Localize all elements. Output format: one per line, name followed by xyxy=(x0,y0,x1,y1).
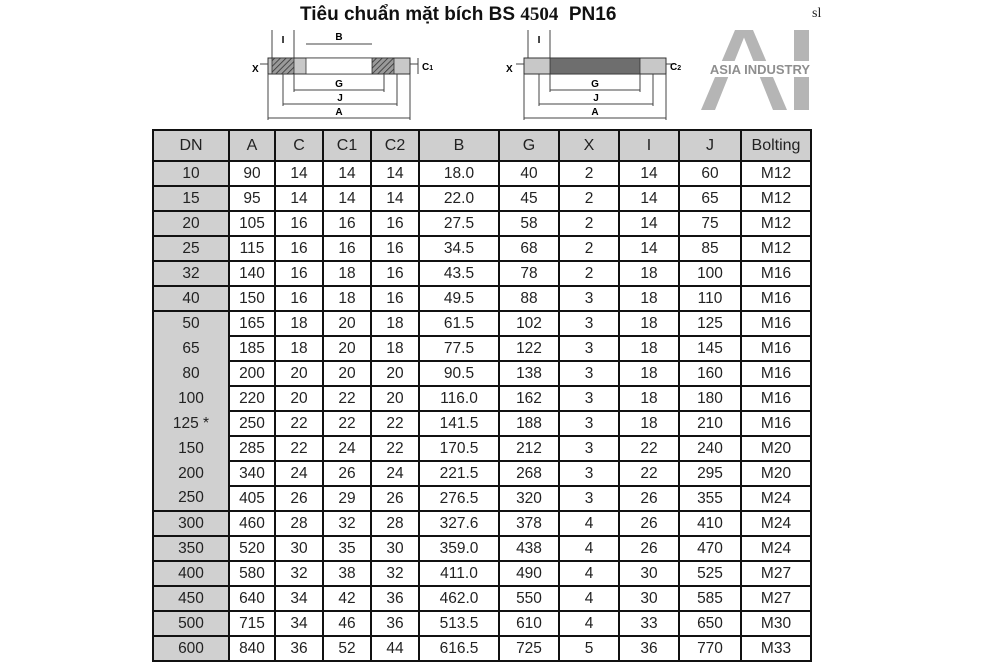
header-a: A xyxy=(229,130,275,161)
cell-j: 60 xyxy=(679,161,741,186)
header-c: C xyxy=(275,130,323,161)
cell-g: 138 xyxy=(499,361,559,386)
cell-bolting: M16 xyxy=(741,311,811,336)
cell-a: 340 xyxy=(229,461,275,486)
cell-g: 58 xyxy=(499,211,559,236)
cell-x: 3 xyxy=(559,411,619,436)
bore xyxy=(306,58,372,74)
cell-bolting: M16 xyxy=(741,386,811,411)
cell-g: 490 xyxy=(499,561,559,586)
dim-label-a: A xyxy=(591,107,599,118)
cell-x: 3 xyxy=(559,486,619,511)
cell-c: 16 xyxy=(275,261,323,286)
cell-c2: 24 xyxy=(371,461,419,486)
cell-i: 18 xyxy=(619,361,679,386)
cell-j: 125 xyxy=(679,311,741,336)
cell-dn: 100 xyxy=(153,386,229,411)
cell-bolting: M12 xyxy=(741,211,811,236)
cell-c: 14 xyxy=(275,186,323,211)
cell-dn: 250 xyxy=(153,486,229,511)
cell-c: 14 xyxy=(275,161,323,186)
cell-dn: 65 xyxy=(153,336,229,361)
cell-x: 2 xyxy=(559,186,619,211)
cell-c: 28 xyxy=(275,511,323,536)
cell-j: 470 xyxy=(679,536,741,561)
cell-j: 85 xyxy=(679,236,741,261)
cell-x: 3 xyxy=(559,386,619,411)
cell-c2: 22 xyxy=(371,411,419,436)
cell-bolting: M16 xyxy=(741,261,811,286)
dim-label-i: I xyxy=(537,35,541,46)
dim-label-c1: C1 xyxy=(422,62,434,73)
cell-c2: 36 xyxy=(371,586,419,611)
table-row xyxy=(153,611,811,636)
cell-x: 2 xyxy=(559,211,619,236)
cell-i: 33 xyxy=(619,611,679,636)
cell-dn: 600 xyxy=(153,636,229,661)
cell-x: 3 xyxy=(559,336,619,361)
cell-b: 616.5 xyxy=(419,636,499,661)
cell-a: 150 xyxy=(229,286,275,311)
table-row xyxy=(153,586,811,611)
table-row xyxy=(153,411,811,436)
cell-a: 405 xyxy=(229,486,275,511)
cell-c1: 14 xyxy=(323,161,371,186)
cell-j: 295 xyxy=(679,461,741,486)
cell-dn: 400 xyxy=(153,561,229,586)
cell-i: 30 xyxy=(619,561,679,586)
dim-label-a: A xyxy=(335,107,343,118)
cell-bolting: M16 xyxy=(741,361,811,386)
header-dn: DN xyxy=(153,130,229,161)
cell-c: 20 xyxy=(275,361,323,386)
cell-bolting: M24 xyxy=(741,486,811,511)
table-row xyxy=(153,286,811,311)
cell-b: 27.5 xyxy=(419,211,499,236)
cell-g: 212 xyxy=(499,436,559,461)
cell-j: 355 xyxy=(679,486,741,511)
cell-j: 525 xyxy=(679,561,741,586)
cell-bolting: M27 xyxy=(741,561,811,586)
cell-g: 610 xyxy=(499,611,559,636)
cell-g: 78 xyxy=(499,261,559,286)
header-bolting: Bolting xyxy=(741,130,811,161)
cell-c2: 28 xyxy=(371,511,419,536)
cell-a: 140 xyxy=(229,261,275,286)
cell-i: 14 xyxy=(619,211,679,236)
cell-a: 185 xyxy=(229,336,275,361)
cell-c2: 16 xyxy=(371,286,419,311)
corner-mark: sl xyxy=(812,6,822,21)
cell-bolting: M30 xyxy=(741,611,811,636)
cell-j: 100 xyxy=(679,261,741,286)
header-b: B xyxy=(419,130,499,161)
cell-j: 110 xyxy=(679,286,741,311)
cell-dn: 25 xyxy=(153,236,229,261)
cell-c2: 44 xyxy=(371,636,419,661)
cell-c: 20 xyxy=(275,386,323,411)
cell-c: 16 xyxy=(275,211,323,236)
cell-i: 18 xyxy=(619,311,679,336)
cell-b: 221.5 xyxy=(419,461,499,486)
cell-g: 162 xyxy=(499,386,559,411)
table-row xyxy=(153,211,811,236)
table-header-row xyxy=(153,130,811,161)
cell-bolting: M33 xyxy=(741,636,811,661)
cell-a: 220 xyxy=(229,386,275,411)
page-title xyxy=(300,4,616,26)
cell-c: 18 xyxy=(275,311,323,336)
cell-g: 102 xyxy=(499,311,559,336)
cell-j: 180 xyxy=(679,386,741,411)
cell-b: 411.0 xyxy=(419,561,499,586)
cell-c2: 16 xyxy=(371,261,419,286)
cell-c1: 22 xyxy=(323,411,371,436)
cell-j: 770 xyxy=(679,636,741,661)
cell-i: 14 xyxy=(619,236,679,261)
cell-i: 14 xyxy=(619,186,679,211)
cell-g: 88 xyxy=(499,286,559,311)
asia-industry-logo xyxy=(695,28,825,112)
cell-c: 34 xyxy=(275,586,323,611)
cell-x: 2 xyxy=(559,161,619,186)
cell-b: 276.5 xyxy=(419,486,499,511)
cell-i: 26 xyxy=(619,511,679,536)
cell-c1: 20 xyxy=(323,311,371,336)
cell-j: 585 xyxy=(679,586,741,611)
dim-label-g: G xyxy=(335,79,343,90)
header-j: J xyxy=(679,130,741,161)
cell-b: 359.0 xyxy=(419,536,499,561)
cell-x: 3 xyxy=(559,436,619,461)
dim-label-i: I xyxy=(281,35,285,46)
header-c1: C1 xyxy=(323,130,371,161)
table-row xyxy=(153,311,811,336)
cell-i: 22 xyxy=(619,436,679,461)
cell-b: 462.0 xyxy=(419,586,499,611)
cell-a: 285 xyxy=(229,436,275,461)
cell-c1: 14 xyxy=(323,186,371,211)
cell-a: 520 xyxy=(229,536,275,561)
cell-c: 16 xyxy=(275,286,323,311)
table-row xyxy=(153,236,811,261)
cell-c1: 26 xyxy=(323,461,371,486)
cell-a: 95 xyxy=(229,186,275,211)
cell-b: 116.0 xyxy=(419,386,499,411)
cell-c2: 20 xyxy=(371,386,419,411)
solid-face xyxy=(550,58,640,74)
cell-bolting: M20 xyxy=(741,436,811,461)
cell-b: 513.5 xyxy=(419,611,499,636)
cell-c2: 14 xyxy=(371,186,419,211)
cell-c: 22 xyxy=(275,411,323,436)
cell-g: 268 xyxy=(499,461,559,486)
header-i: I xyxy=(619,130,679,161)
cell-g: 188 xyxy=(499,411,559,436)
cell-a: 715 xyxy=(229,611,275,636)
cell-i: 18 xyxy=(619,261,679,286)
cell-a: 165 xyxy=(229,311,275,336)
title-gap xyxy=(558,4,569,25)
cell-bolting: M24 xyxy=(741,511,811,536)
cell-i: 14 xyxy=(619,161,679,186)
cell-c2: 30 xyxy=(371,536,419,561)
raised-face-flange-diagram xyxy=(246,24,446,126)
cell-x: 5 xyxy=(559,636,619,661)
title-suffix: PN16 xyxy=(568,4,617,25)
cell-c1: 29 xyxy=(323,486,371,511)
cell-x: 4 xyxy=(559,586,619,611)
cell-bolting: M20 xyxy=(741,461,811,486)
cell-c1: 18 xyxy=(323,261,371,286)
cell-j: 65 xyxy=(679,186,741,211)
cell-b: 43.5 xyxy=(419,261,499,286)
cell-dn: 10 xyxy=(153,161,229,186)
cell-c1: 35 xyxy=(323,536,371,561)
cell-dn: 40 xyxy=(153,286,229,311)
dim-label-b: B xyxy=(335,32,343,43)
cell-c: 24 xyxy=(275,461,323,486)
cell-bolting: M27 xyxy=(741,586,811,611)
cell-c: 32 xyxy=(275,561,323,586)
cell-dn: 125 * xyxy=(153,411,229,436)
cell-j: 145 xyxy=(679,336,741,361)
cell-g: 40 xyxy=(499,161,559,186)
table-row xyxy=(153,461,811,486)
cell-c: 22 xyxy=(275,436,323,461)
dim-label-c1-sub: 1 xyxy=(429,65,434,72)
cell-dn: 32 xyxy=(153,261,229,286)
cell-bolting: M16 xyxy=(741,411,811,436)
header-x: X xyxy=(559,130,619,161)
cell-c: 36 xyxy=(275,636,323,661)
cell-c: 18 xyxy=(275,336,323,361)
cell-c2: 18 xyxy=(371,311,419,336)
cell-b: 49.5 xyxy=(419,286,499,311)
cell-i: 18 xyxy=(619,336,679,361)
cell-c1: 16 xyxy=(323,236,371,261)
cell-dn: 200 xyxy=(153,461,229,486)
cell-c2: 20 xyxy=(371,361,419,386)
cell-j: 160 xyxy=(679,361,741,386)
cell-g: 122 xyxy=(499,336,559,361)
cell-dn: 20 xyxy=(153,211,229,236)
cell-g: 550 xyxy=(499,586,559,611)
cell-g: 725 xyxy=(499,636,559,661)
cell-i: 18 xyxy=(619,386,679,411)
cell-a: 460 xyxy=(229,511,275,536)
cell-c1: 52 xyxy=(323,636,371,661)
cell-x: 3 xyxy=(559,311,619,336)
hatch-right xyxy=(372,58,394,74)
table-row xyxy=(153,361,811,386)
table-row xyxy=(153,561,811,586)
cell-c: 26 xyxy=(275,486,323,511)
cell-b: 327.6 xyxy=(419,511,499,536)
cell-bolting: M16 xyxy=(741,286,811,311)
title-prefix: Tiêu chuẩn mặt bích BS xyxy=(300,4,521,25)
cell-a: 200 xyxy=(229,361,275,386)
cell-g: 320 xyxy=(499,486,559,511)
cell-b: 170.5 xyxy=(419,436,499,461)
blind-flange-diagram xyxy=(500,24,695,126)
cell-i: 26 xyxy=(619,486,679,511)
cell-x: 4 xyxy=(559,561,619,586)
table-row xyxy=(153,511,811,536)
cell-bolting: M24 xyxy=(741,536,811,561)
cell-c1: 42 xyxy=(323,586,371,611)
cell-b: 34.5 xyxy=(419,236,499,261)
cell-x: 4 xyxy=(559,536,619,561)
cell-b: 61.5 xyxy=(419,311,499,336)
cell-a: 105 xyxy=(229,211,275,236)
cell-c2: 16 xyxy=(371,236,419,261)
cell-b: 141.5 xyxy=(419,411,499,436)
table-row xyxy=(153,186,811,211)
cell-c2: 18 xyxy=(371,336,419,361)
cell-j: 75 xyxy=(679,211,741,236)
cell-i: 26 xyxy=(619,536,679,561)
table-row xyxy=(153,486,811,511)
cell-g: 45 xyxy=(499,186,559,211)
hatch-left xyxy=(272,58,294,74)
cell-x: 2 xyxy=(559,261,619,286)
cell-b: 22.0 xyxy=(419,186,499,211)
cell-dn: 15 xyxy=(153,186,229,211)
cell-c2: 26 xyxy=(371,486,419,511)
table-row xyxy=(153,336,811,361)
cell-i: 36 xyxy=(619,636,679,661)
cell-a: 640 xyxy=(229,586,275,611)
cell-g: 438 xyxy=(499,536,559,561)
cell-a: 115 xyxy=(229,236,275,261)
cell-c1: 32 xyxy=(323,511,371,536)
dim-label-c2-sub: 2 xyxy=(677,65,682,72)
cell-c2: 32 xyxy=(371,561,419,586)
cell-b: 90.5 xyxy=(419,361,499,386)
cell-c1: 46 xyxy=(323,611,371,636)
dim-label-j: J xyxy=(593,93,599,104)
cell-c1: 24 xyxy=(323,436,371,461)
cell-i: 30 xyxy=(619,586,679,611)
cell-c: 30 xyxy=(275,536,323,561)
cell-dn: 350 xyxy=(153,536,229,561)
cell-dn: 500 xyxy=(153,611,229,636)
cell-j: 210 xyxy=(679,411,741,436)
cell-a: 580 xyxy=(229,561,275,586)
cell-c1: 20 xyxy=(323,361,371,386)
cell-dn: 50 xyxy=(153,311,229,336)
table-row xyxy=(153,261,811,286)
cell-j: 240 xyxy=(679,436,741,461)
dim-label-x: X xyxy=(506,64,513,75)
cell-dn: 80 xyxy=(153,361,229,386)
table-row xyxy=(153,161,811,186)
cell-i: 22 xyxy=(619,461,679,486)
cell-i: 18 xyxy=(619,411,679,436)
dim-label-g: G xyxy=(591,79,599,90)
dim-label-j: J xyxy=(337,93,343,104)
cell-g: 68 xyxy=(499,236,559,261)
table-body xyxy=(153,130,811,661)
cell-i: 18 xyxy=(619,286,679,311)
cell-x: 4 xyxy=(559,511,619,536)
table-row xyxy=(153,536,811,561)
cell-x: 2 xyxy=(559,236,619,261)
cell-c2: 36 xyxy=(371,611,419,636)
header-c2: C2 xyxy=(371,130,419,161)
cell-g: 378 xyxy=(499,511,559,536)
flange-spec-table xyxy=(152,129,812,662)
cell-c1: 38 xyxy=(323,561,371,586)
cell-c2: 14 xyxy=(371,161,419,186)
title-number: 4504 xyxy=(520,4,559,25)
cell-c1: 22 xyxy=(323,386,371,411)
cell-dn: 450 xyxy=(153,586,229,611)
cell-bolting: M12 xyxy=(741,236,811,261)
cell-x: 3 xyxy=(559,286,619,311)
cell-dn: 150 xyxy=(153,436,229,461)
table-row xyxy=(153,436,811,461)
dim-label-x: X xyxy=(252,64,259,75)
cell-c2: 16 xyxy=(371,211,419,236)
cell-bolting: M12 xyxy=(741,186,811,211)
table-row xyxy=(153,386,811,411)
cell-a: 840 xyxy=(229,636,275,661)
cell-c2: 22 xyxy=(371,436,419,461)
cell-x: 4 xyxy=(559,611,619,636)
cell-j: 650 xyxy=(679,611,741,636)
header-g: G xyxy=(499,130,559,161)
logo-text: ASIA INDUSTRY xyxy=(709,62,811,77)
cell-a: 250 xyxy=(229,411,275,436)
cell-c: 16 xyxy=(275,236,323,261)
cell-c1: 18 xyxy=(323,286,371,311)
cell-x: 3 xyxy=(559,461,619,486)
dim-label-c2: C2 xyxy=(670,62,682,73)
cell-dn: 300 xyxy=(153,511,229,536)
cell-b: 77.5 xyxy=(419,336,499,361)
cell-bolting: M16 xyxy=(741,336,811,361)
cell-c1: 20 xyxy=(323,336,371,361)
cell-c1: 16 xyxy=(323,211,371,236)
table-row xyxy=(153,636,811,661)
cell-b: 18.0 xyxy=(419,161,499,186)
cell-j: 410 xyxy=(679,511,741,536)
cell-x: 3 xyxy=(559,361,619,386)
cell-c: 34 xyxy=(275,611,323,636)
cell-a: 90 xyxy=(229,161,275,186)
cell-bolting: M12 xyxy=(741,161,811,186)
